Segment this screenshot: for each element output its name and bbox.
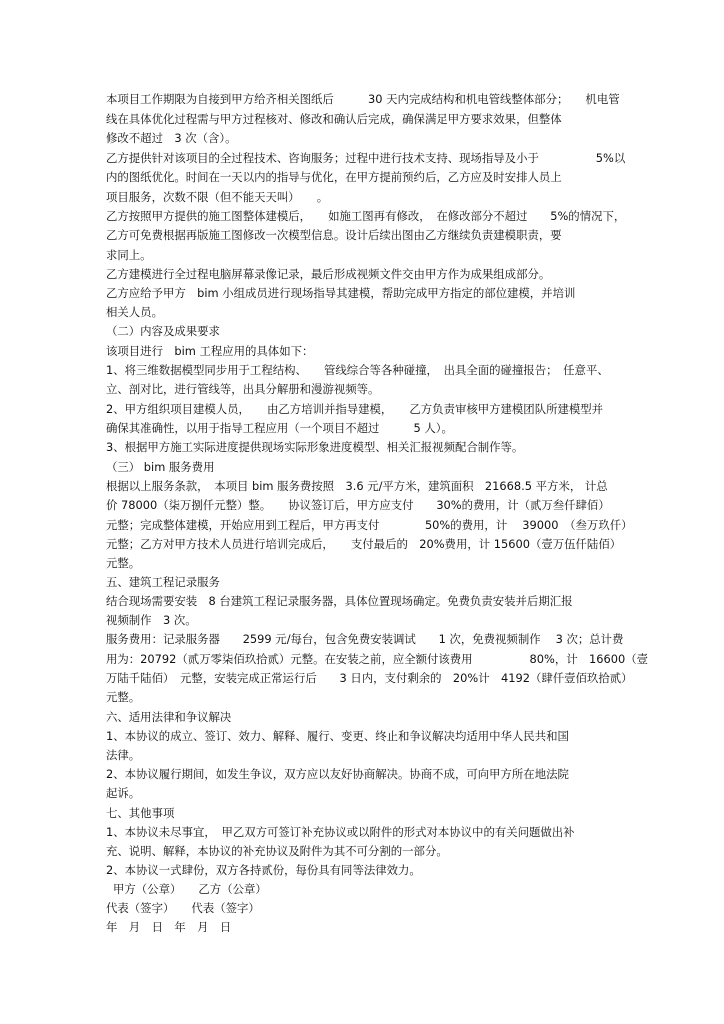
text-line: 根据以上服务条款， 本项目 bim 服务费按照 3.6 元/平方米，建筑面积 21668.5 平方米， 计总 [106, 479, 608, 493]
text-line: 内的图纸优化。时间在一天以内的指导与优化，在甲方提前预约后，乙方应及时安排人员上 [106, 170, 562, 184]
text-line: 项目服务，次数不限（但不能天天叫） 。 [106, 190, 329, 204]
text-line: 1、将三维数据模型同步用于工程结构、 管线综合等各种碰撞， 出具全面的碰撞报告； 任意平、 [106, 363, 609, 377]
signature-party-line: 甲方（公章） 乙方（公章） [113, 882, 267, 896]
text-line: 1、本协议的成立、签订、效力、解释、履行、变更、终止和争议解决均适用中华人民共和国 [106, 729, 569, 743]
text-line: 3、根据甲方施工实际进度提供现场实际形象进度模型、相关汇报视频配合制作等。 [106, 440, 524, 454]
text-line: 充、说明、解释，本协议的补充协议及附件为其不可分割的一部分。 [106, 844, 448, 858]
text-line: 线在具体优化过程需与甲方过程核对、修改和确认后完成，确保满足甲方要求效果，但整体 [106, 112, 562, 126]
signature-representative-line: 代表（签字） 代表（签字） [106, 901, 260, 915]
text-line: 结合现场需要安装 8 台建筑工程记录服务器，具体位置现场确定。免费负责安装并后期汇报 [106, 594, 573, 608]
text-line: 元整；完成整体建模，开始应用到工程后，甲方再支付 50%的费用，计 39000 （叁万玖仟） [106, 518, 633, 532]
text-line: 相关人员。 [106, 305, 163, 319]
text-line: 乙方可免费根据再版施工图修改一次模型信息。设计后续出图由乙方继续负责建模职责，要 [106, 228, 562, 242]
text-line: 元整。 [106, 556, 141, 570]
signature-date-line: 年 月 日 年 月 日 [106, 920, 232, 934]
text-line: 乙方应给予甲方 bim 小组成员进行现场指导其建模，帮助完成甲方指定的部位建模，并培训 [106, 286, 576, 300]
text-line: 立、剖对比，进行管线等，出具分解册和漫游视频等。 [106, 382, 380, 396]
section-heading: 五、建筑工程记录服务 [106, 575, 220, 589]
text-line: 乙方按照甲方提供的施工图整体建模后， 如施工图再有修改， 在修改部分不超过 5%的情况下， [106, 209, 626, 223]
text-line: 该项目进行 bim 工程应用的具体如下： [106, 344, 314, 358]
text-line: 本项目工作期限为自接到甲方给齐相关图纸后 30 天内完成结构和机电管线整体部分； 机电管 [106, 92, 620, 106]
text-line: 起诉。 [106, 786, 141, 800]
text-line: 万陆千陆佰） 元整，安装完成正常运行后 3 日内，支付剩余的 20%计 4192（肆仟壹佰玖拾贰） [106, 671, 633, 685]
text-line: 1、本协议未尽事宜， 甲乙双方可签订补充协议或以附件的形式对本协议中的有关问题做出补 [106, 825, 575, 839]
text-line: 法律。 [106, 748, 141, 762]
text-line: 求同上。 [106, 248, 152, 262]
text-line: 服务费用：记录服务器 2599 元/每台，包含免费安装调试 1 次，免费视频制作 3 次；总计费 [106, 632, 624, 646]
text-line: 修改不超过 3 次（含）。 [106, 131, 237, 145]
text-line: 乙方建模进行全过程电脑屏幕录像记录，最后形成视频文件交由甲方作为成果组成部分。 [106, 267, 551, 281]
text-line: 元整。 [106, 690, 141, 704]
text-line: 元整；乙方对甲方技术人员进行培训完成后， 支付最后的 20%费用，计 15600（壹万伍仟陆佰） [106, 537, 622, 551]
text-line: 价 78000（柒万捌仟元整）整。 协议签订后，甲方应支付 30%的费用，计（贰万叁仟肆佰） [106, 498, 610, 512]
text-line: 确保其准确性，以用于指导工程应用（一个项目不超过 5 人）。 [106, 421, 453, 435]
text-line: 2、本协议履行期间，如发生争议，双方应以友好协商解决。协商不成，可向甲方所在地法院 [106, 767, 569, 781]
text-line: 用为：20792（贰万零柒佰玖拾贰）元整。在安装之前，应全额付该费用 80%，计 16600（壹 [106, 652, 649, 666]
text-line: 2、本协议一式肆份，双方各持贰份，每份具有同等法律效力。 [106, 863, 421, 877]
section-heading: （三） bim 服务费用 [106, 460, 215, 474]
text-line: 2、甲方组织项目建模人员， 由乙方培训并指导建模， 乙方负责审核甲方建模团队所建模型并 [106, 402, 604, 416]
text-line: 乙方提供针对该项目的全过程技术、咨询服务；过程中进行技术支持、现场指导及小于 5%以 [106, 151, 626, 165]
text-line: 视频制作 3 次。 [106, 613, 197, 627]
section-heading: 六、适用法律和争议解决 [106, 710, 232, 724]
section-heading: （二）内容及成果要求 [106, 324, 220, 338]
section-heading: 七、其他事项 [106, 806, 175, 820]
